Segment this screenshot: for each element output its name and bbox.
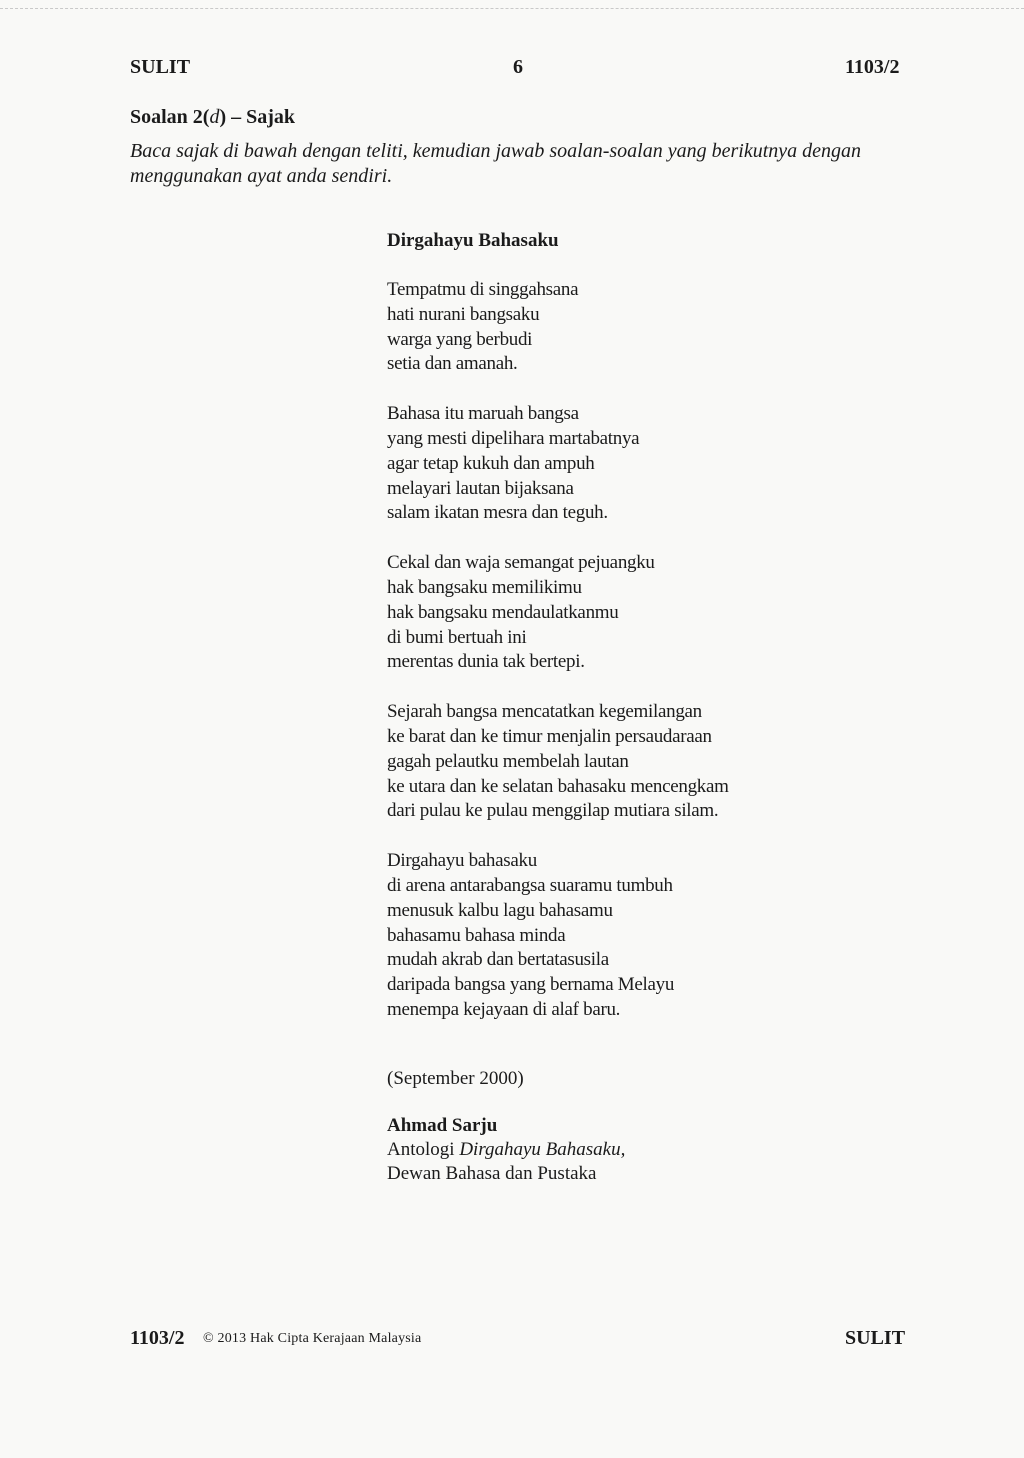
footer-paper-code: 1103/2	[130, 1327, 185, 1349]
stanza-3	[387, 551, 847, 675]
stanza-1	[387, 278, 847, 377]
poem-line: salam ikatan mesra dan teguh.	[387, 502, 608, 524]
poem-line: mudah akrab dan bertatasusila	[387, 949, 609, 971]
poem-line: agar tetap kukuh dan ampuh	[387, 452, 595, 474]
poem-line: yang mesti dipelihara martabatnya	[387, 427, 640, 449]
poem-line: setia dan amanah.	[387, 353, 518, 375]
header-classification: SULIT	[130, 56, 191, 78]
poem-line: menusuk kalbu lagu bahasamu	[387, 899, 613, 921]
poem-line: Bahasa itu maruah bangsa	[387, 403, 579, 425]
poem-line: dari pulau ke pulau menggilap mutiara silam.	[387, 800, 719, 822]
question-heading: Soalan 2(d) – Sajak	[130, 106, 296, 128]
poem-source: Antologi Dirgahayu Bahasaku,	[387, 1139, 626, 1160]
poem-line: Sejarah bangsa mencatatkan kegemilangan	[387, 701, 702, 723]
stanza-5	[387, 849, 847, 1023]
stanza-4	[387, 700, 847, 824]
poem-line: hak bangsaku mendaulatkanmu	[387, 601, 619, 623]
footer-classification: SULIT	[845, 1327, 906, 1349]
poem-line: merentas dunia tak bertepi.	[387, 651, 585, 673]
poem-body	[387, 278, 847, 1048]
poem-line: warga yang berbudi	[387, 328, 533, 350]
poem-line: di bumi bertuah ini	[387, 626, 527, 648]
poem-line: bahasamu bahasa minda	[387, 924, 566, 946]
scan-edge-line	[0, 8, 1024, 10]
stanza-2	[387, 402, 847, 526]
poem-line: hak bangsaku memilikimu	[387, 576, 582, 598]
poem-line: Dirgahayu bahasaku	[387, 850, 537, 872]
poem-line: melayari lautan bijaksana	[387, 477, 574, 499]
poem-line: daripada bangsa yang bernama Melayu	[387, 974, 675, 996]
page-number: 6	[513, 56, 523, 78]
poem-line: hati nurani bangsaku	[387, 303, 540, 325]
poem-line: gagah pelautku membelah lautan	[387, 750, 629, 772]
poem-line: Cekal dan waja semangat pejuangku	[387, 552, 655, 574]
poem-line: menempa kejayaan di alaf baru.	[387, 998, 621, 1020]
question-instructions: Baca sajak di bawah dengan teliti, kemudian jawab soalan-soalan yang berikutnya dengan menggunakan ayat anda sendiri.	[130, 140, 862, 187]
poem-author: Ahmad Sarju	[387, 1115, 498, 1136]
poem-publisher: Dewan Bahasa dan Pustaka	[387, 1163, 597, 1184]
poem-line: ke barat dan ke timur menjalin persaudaraan	[387, 725, 712, 747]
poem-date: (September 2000)	[387, 1068, 524, 1089]
poem-line: di arena antarabangsa suaramu tumbuh	[387, 874, 673, 896]
header-paper-code: 1103/2	[845, 56, 900, 78]
poem-title: Dirgahayu Bahasaku	[387, 230, 559, 251]
poem-line: ke utara dan ke selatan bahasaku mencengkam	[387, 775, 729, 797]
poem-line: Tempatmu di singgahsana	[387, 279, 579, 300]
footer-copyright: © 2013 Hak Cipta Kerajaan Malaysia	[203, 1331, 422, 1346]
